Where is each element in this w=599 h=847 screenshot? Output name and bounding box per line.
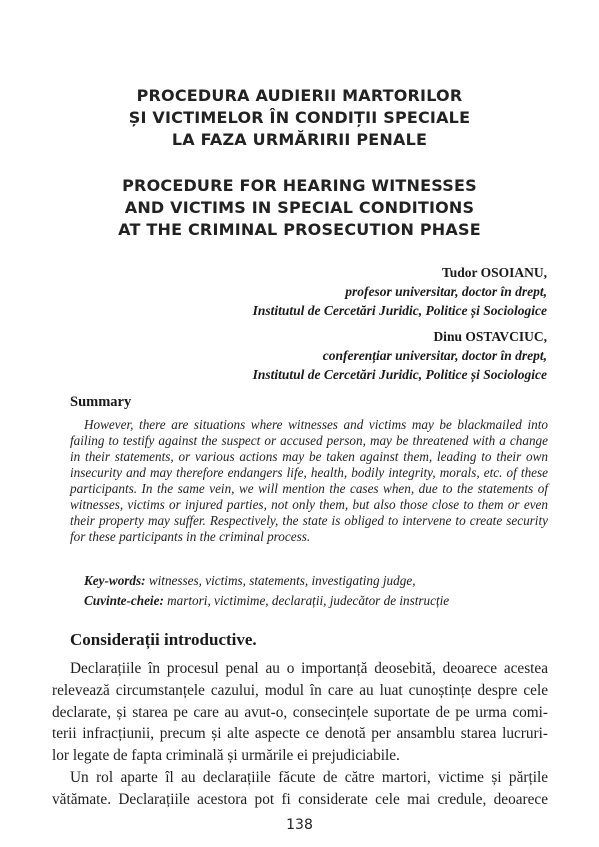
author-institution: Institutul de Cercetări Juridic, Politice și Sociologice — [252, 303, 547, 318]
paragraph-2 — [52, 767, 548, 811]
author-name — [253, 327, 547, 346]
keywords-romanian — [84, 593, 449, 609]
author-ostavciuc — [253, 327, 547, 384]
paragraph-1 — [52, 658, 548, 767]
author-position: conferențiar universitar, doctor în drept, — [322, 348, 547, 363]
title-ro-line-1: PROCEDURA AUDIERII MARTORILOR — [136, 86, 463, 105]
author-institution: Institutul de Cercetări Juridic, Politice și Sociologice — [252, 367, 547, 382]
title-en-line-1: PROCEDURE FOR HEARING WITNESSES — [122, 176, 477, 195]
keywords-ro-label: Cuvinte-cheie: — [84, 593, 164, 608]
title-en-line-3: AT THE CRIMINAL PROSECUTION PHASE — [118, 220, 481, 239]
title-ro-line-2: ȘI VICTIMELOR ÎN CONDIȚII SPECIALE — [128, 108, 471, 127]
title-ro-line-3: LA FAZA URMĂRIRII PENALE — [171, 130, 428, 149]
paragraph-line: relevează circumstanțele cazului, modul în care au luat cunoștințe despre cele — [52, 681, 548, 699]
author-first-name: Dinu — [433, 329, 462, 344]
summary-text: However, there are situations where witnesses and victims may be blackmailed into failing to testify against the suspect or accused person, may be threatened with a change in their statements, or various actions may be taken against them, leading to their own insecurity and may therefore endangers life, health, bodily integrity, morals, etc. of these participants. In the same vein, we will mention the cases when, due to the statements of witnesses, victims or injured parties, not only them, but also those close to them or even their property may suffer. Respectively, the state is obliged to intervene to create security for these participants in the criminal process. — [70, 417, 548, 544]
keywords-en-text: witnesses, victims, statements, investigating judge, — [148, 573, 416, 588]
author-first-name: Tudor — [441, 265, 478, 280]
page-number: 138 — [286, 817, 313, 833]
summary-heading: Summary — [70, 394, 132, 410]
author-osoianu — [253, 263, 547, 320]
paragraph-line: declarate, și starea pe care au avut-o, consecințele suportate de pe urma comi- — [52, 703, 548, 721]
author-surname: OSTAVCIUC, — [465, 329, 547, 344]
author-position: profesor universitar, doctor în drept, — [345, 284, 547, 299]
keywords-ro-text: martori, victimime, declarații, judecător de instrucție — [167, 593, 450, 608]
keywords-english — [84, 573, 416, 589]
section-heading: Considerații introductive. — [70, 630, 257, 649]
keywords-en-label: Key-words: — [84, 573, 146, 588]
author-name — [253, 263, 547, 282]
paragraph-line: Declarațiile în procesul penal au o importanță deosebită, deoarece acestea — [70, 660, 548, 677]
title-english — [60, 175, 539, 241]
title-romanian — [60, 85, 539, 151]
paragraph-line: terii infracțiunii, precum și alte aspecte ce denotă per ansamblu starea lucruri- — [52, 725, 548, 743]
paragraph-line: Un rol aparte îl au declarațiile făcute de către martori, victime și părțile — [70, 769, 548, 786]
title-en-line-2: AND VICTIMS IN SPECIAL CONDITIONS — [124, 198, 475, 217]
paragraph-line: vătămate. Declarațiile acestora pot fi considerate cele mai credule, deoarece — [52, 790, 548, 808]
author-surname: OSOIANU, — [480, 265, 547, 280]
paragraph-line: lor legate de fapta criminală și urmările ei prejudiciabile. — [52, 747, 400, 765]
